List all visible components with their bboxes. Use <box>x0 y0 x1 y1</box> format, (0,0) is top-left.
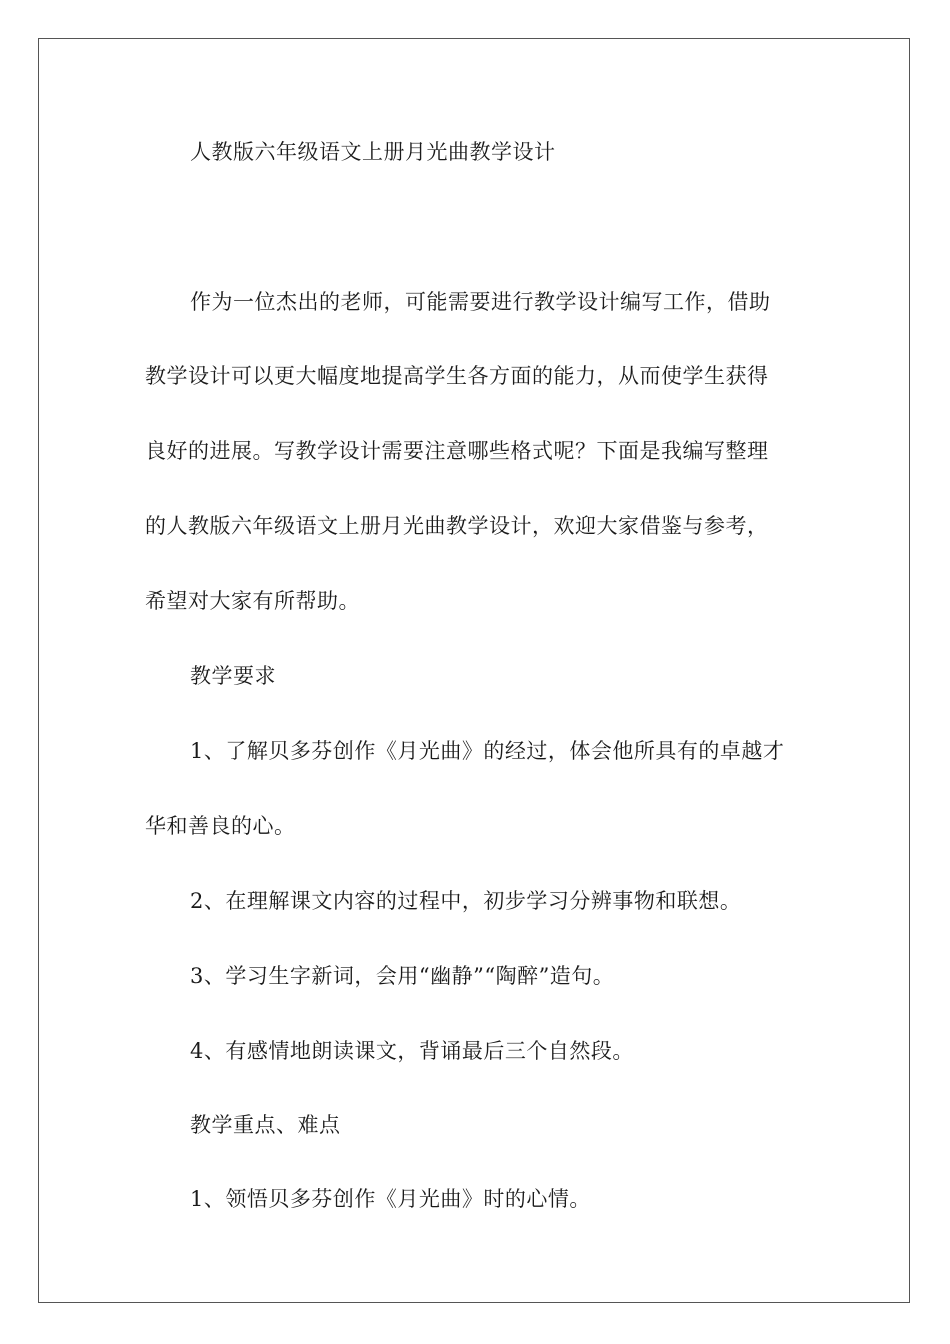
requirement-item-1b: 华和善良的心。 <box>145 814 296 838</box>
section-heading-focus: 教学重点、难点 <box>190 1113 341 1137</box>
intro-line-2: 教学设计可以更大幅度地提高学生各方面的能力，从而使学生获得 <box>145 364 769 388</box>
intro-line-1: 作为一位杰出的老师，可能需要进行教学设计编写工作，借助 <box>190 290 771 314</box>
section-heading-requirements: 教学要求 <box>190 664 276 688</box>
intro-line-4: 的人教版六年级语文上册月光曲教学设计，欢迎大家借鉴与参考， <box>145 514 769 538</box>
focus-item-1: 1、领悟贝多芬创作《月光曲》时的心情。 <box>190 1187 591 1211</box>
page-border <box>38 38 910 1303</box>
document-title: 人教版六年级语文上册月光曲教学设计 <box>190 140 556 164</box>
requirement-item-2: 2、在理解课文内容的过程中，初步学习分辨事物和联想。 <box>190 889 742 913</box>
intro-line-5: 希望对大家有所帮助。 <box>145 589 360 613</box>
requirement-item-3: 3、学习生字新词，会用“幽静”“陶醉”造句。 <box>190 964 615 988</box>
intro-line-3: 良好的进展。写教学设计需要注意哪些格式呢？下面是我编写整理 <box>145 439 769 463</box>
requirement-item-1a: 1、了解贝多芬创作《月光曲》的经过，体会他所具有的卓越才 <box>190 739 785 763</box>
requirement-item-4: 4、有感情地朗读课文，背诵最后三个自然段。 <box>190 1039 634 1063</box>
